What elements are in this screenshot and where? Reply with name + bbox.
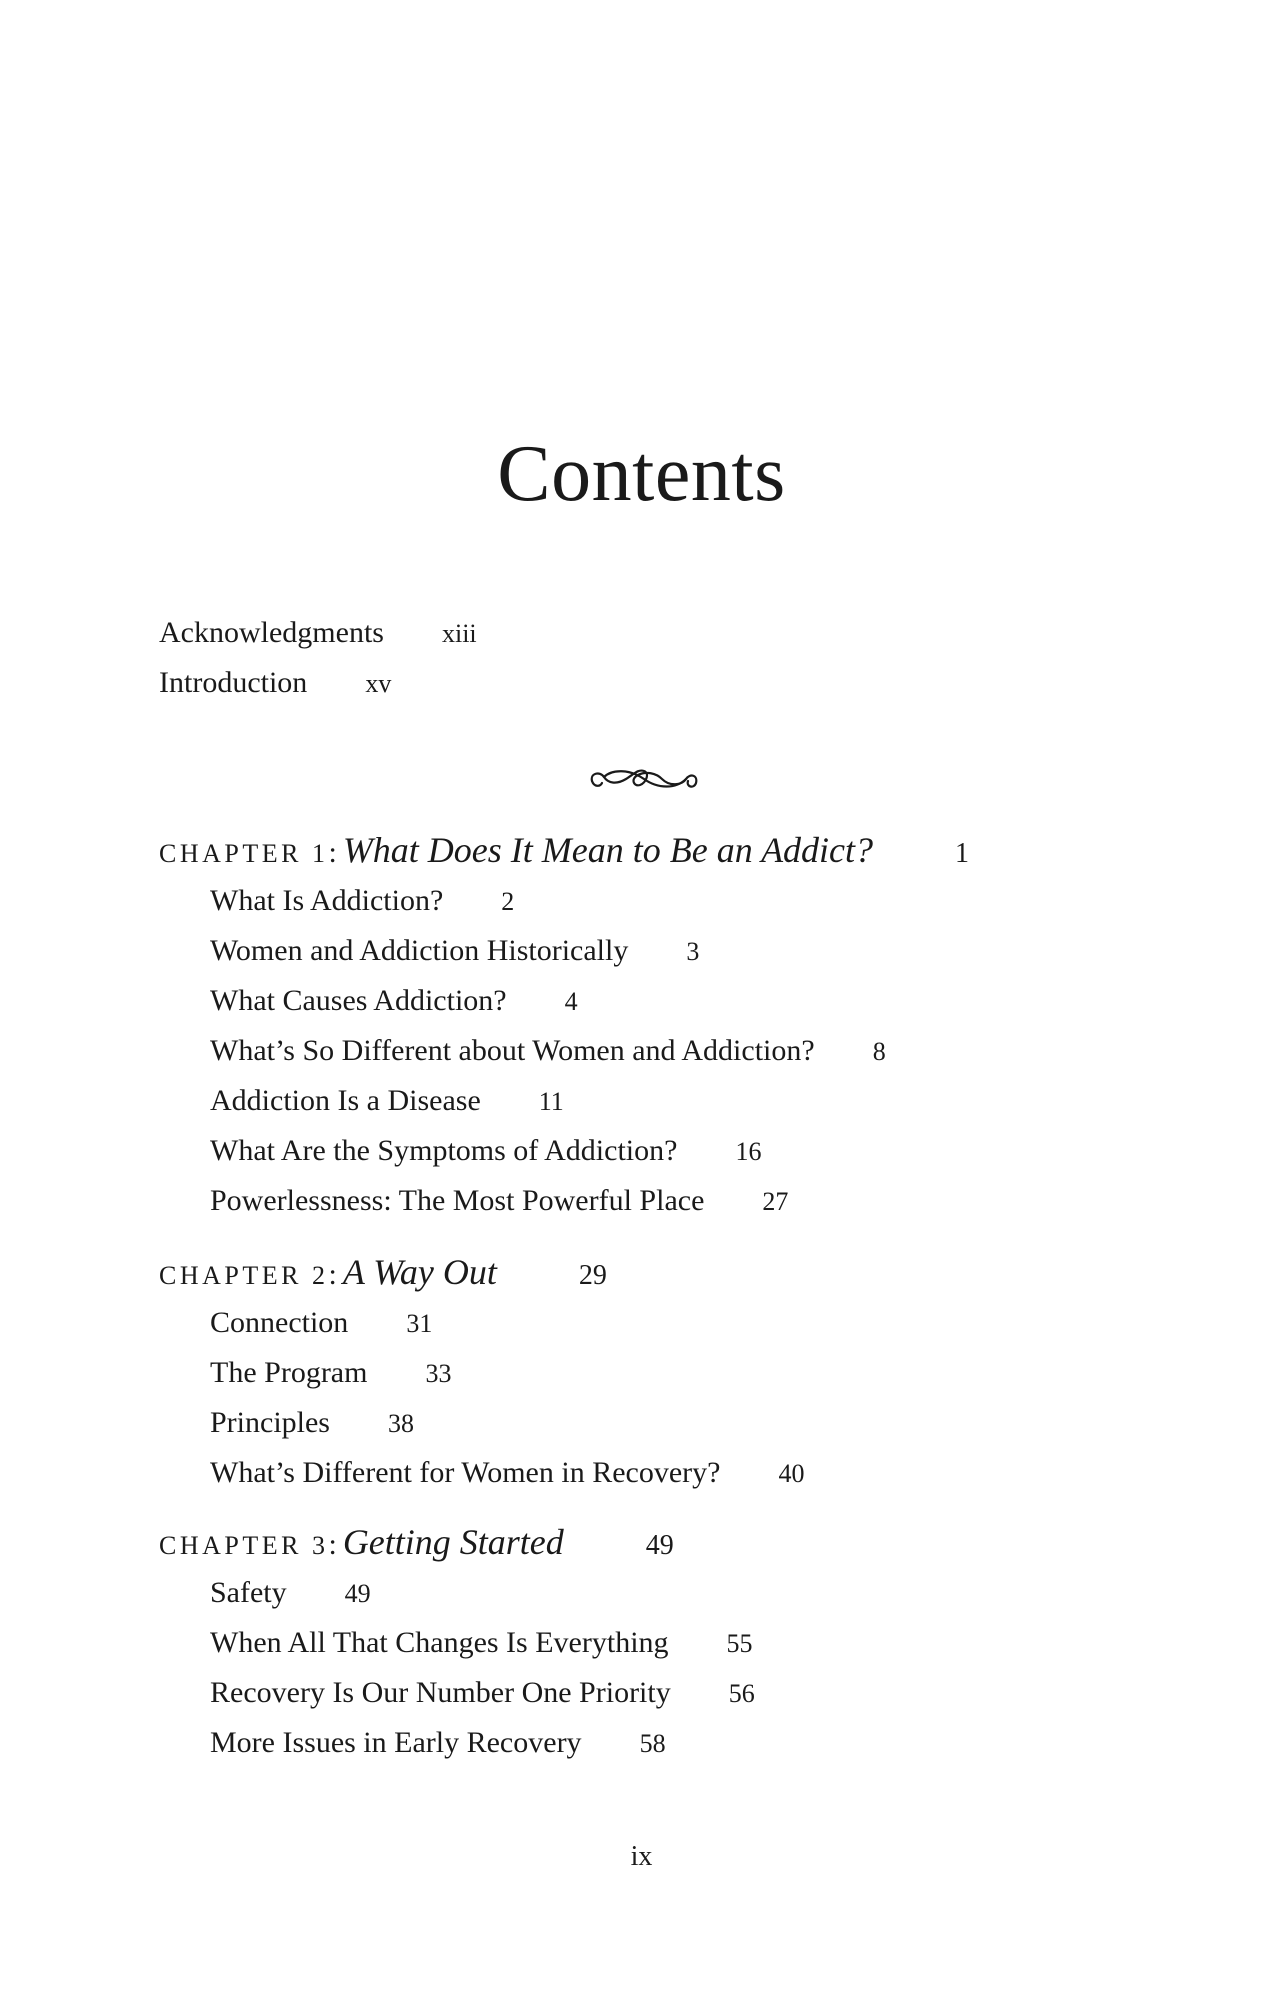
section-page-number: 38 [388,1409,414,1438]
toc-section [210,932,699,971]
section-label: Recovery Is Our Number One Priority [210,1676,671,1709]
section-label: Safety [210,1576,287,1609]
entry-label: Introduction [159,666,308,699]
section-page-number: 31 [406,1309,433,1338]
section-page-number: 27 [762,1187,789,1216]
section-page-number: 40 [778,1459,805,1488]
section-label: Connection [210,1306,349,1339]
section-label: When All That Changes Is Everything [210,1626,669,1659]
toc-chapter-1: CHAPTER 1: What Does It Mean to Be an Addict? 1 [159,828,969,876]
section-page-number: 56 [728,1679,755,1708]
chapter-label: CHAPTER 2 [159,1261,329,1290]
section-label: The Program [210,1356,368,1389]
toc-chapter-3: CHAPTER 3: Getting Started 49 [159,1520,674,1568]
entry-label: Acknowledgments [159,616,384,649]
toc-section [210,1574,371,1613]
section-label: More Issues in Early Recovery [210,1726,582,1759]
section-page-number: 11 [538,1087,564,1116]
section-label: Principles [210,1406,330,1439]
toc-section [210,1404,414,1443]
section-page-number: 2 [501,887,515,916]
toc-section [210,1132,761,1171]
section-page-number: 16 [735,1137,762,1166]
section-page-number: 8 [872,1037,886,1066]
toc-section [210,1674,755,1713]
section-page-number: 49 [344,1579,371,1608]
section-label: What Causes Addiction? [210,984,507,1017]
page-title: Contents [497,429,786,518]
section-label: What Are the Symptoms of Addiction? [210,1134,678,1167]
toc-section [210,1724,666,1763]
page-folio: ix [630,1841,653,1872]
chapter-title: What Does It Mean to Be an Addict? [342,830,874,870]
section-label: What’s So Different about Women and Addiction? [210,1034,815,1067]
section-label: What Is Addiction? [210,884,444,917]
toc-section [210,1354,451,1393]
toc-chapter-2: CHAPTER 2: A Way Out 29 [159,1250,607,1298]
toc-section [210,1032,886,1071]
section-page-number: 58 [639,1729,666,1758]
toc-section [210,1304,432,1343]
section-page-number: 3 [686,937,700,966]
toc-section [210,982,578,1021]
toc-entry-introduction [159,664,391,703]
chapter-page-number: 49 [645,1530,674,1561]
chapter-title: Getting Started [342,1522,564,1562]
toc-section [210,1624,753,1663]
chapter-page-number: 1 [955,838,970,869]
section-label: Addiction Is a Disease [210,1084,481,1117]
chapter-page-number: 29 [578,1260,607,1291]
flourish-divider-icon [586,761,702,797]
section-page-number: 4 [564,987,578,1016]
chapter-title: A Way Out [342,1252,497,1292]
section-page-number: 33 [425,1359,452,1388]
toc-entry-acknowledgments [159,614,477,653]
chapter-label: CHAPTER 3 [159,1531,329,1560]
entry-page-number: xiii [441,619,477,648]
section-label: Powerlessness: The Most Powerful Place [210,1184,705,1217]
entry-page-number: xv [365,669,392,698]
section-label: Women and Addiction Historically [210,934,629,967]
toc-section [210,1082,564,1121]
toc-section [210,1454,804,1493]
toc-section [210,1182,788,1221]
chapter-label: CHAPTER 1 [159,839,329,868]
section-label: What’s Different for Women in Recovery? [210,1456,721,1489]
toc-section [210,882,514,921]
section-page-number: 55 [726,1629,753,1658]
